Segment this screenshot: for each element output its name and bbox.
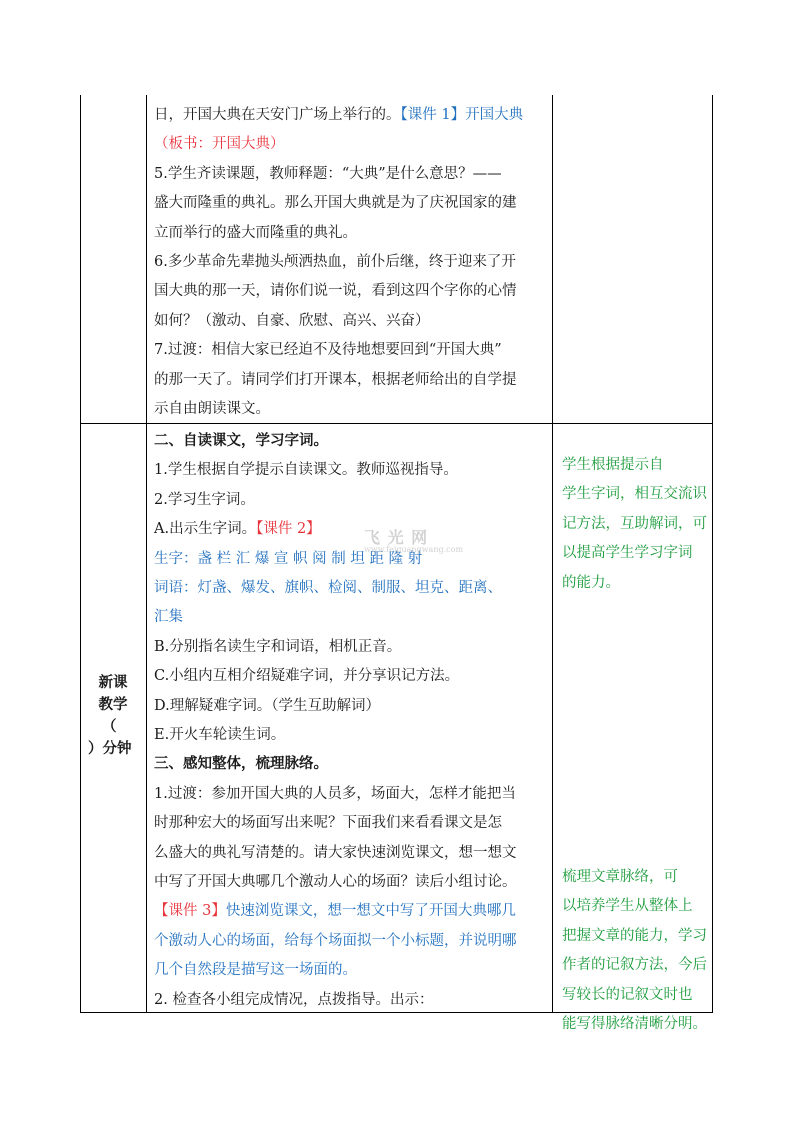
note-vocabulary-line: 学生字词，相互交流识 <box>562 486 707 503</box>
main-content-text: 么盛大的典礼写清楚的。请大家快速浏览课文，想一想文 <box>154 844 517 861</box>
main-content-line <box>154 784 516 804</box>
main-content-cell <box>152 424 552 1012</box>
top-content-line <box>154 134 285 154</box>
note-vocabulary-line: 的能力。 <box>562 574 620 591</box>
top-content-text: 盛大而隆重的典礼。那么开国大典就是为了庆祝国家的建 <box>154 195 517 212</box>
top-content-text: 立而举行的盛大而隆重的典礼。 <box>154 224 357 241</box>
main-content-text: D.理解疑难字词。（学生互助解词） <box>154 697 380 714</box>
main-content-text: 三、感知整体，梳理脉络。 <box>154 755 328 773</box>
lesson-plan-table <box>80 95 713 1032</box>
note-structure-line: 把握文章的能力，学习 <box>562 927 707 944</box>
main-content-text: 中写了开国大典哪几个激动人心的场面？读后小组讨论。 <box>154 874 517 890</box>
main-content-text: A.出示生字词。 <box>154 521 257 538</box>
section-label-line4: ）分钟 <box>88 740 132 757</box>
top-content-text: （板书：开国大典） <box>154 136 285 153</box>
main-content-text: 汇集 <box>154 609 183 626</box>
main-content-line <box>154 431 328 451</box>
main-content-line <box>154 637 401 657</box>
main-content-line <box>154 460 458 480</box>
watermark-url: www.feiguangwang.com <box>364 545 464 554</box>
top-content-line <box>154 370 517 390</box>
top-content-text: 5.学生齐读课题，教师释题：“大典”是什么意思？—— <box>154 165 502 182</box>
section-label-line3: （ <box>102 718 117 735</box>
main-content-text: 二、自读课文，学习字词。 <box>154 432 328 449</box>
note-vocabulary-line: 学生根据提示自 <box>562 457 664 473</box>
main-content-line <box>154 843 517 863</box>
top-content-line <box>154 164 502 184</box>
main-content-text: 生字：盏 栏 汇 爆 宣 帜 阅 制 坦 距 隆 射 <box>154 550 423 567</box>
column-divider-1 <box>146 95 147 1013</box>
main-content-line <box>154 666 459 686</box>
main-content-text: 1.过渡：参加开国大典的人员多，场面大，怎样才能把当 <box>154 785 516 802</box>
main-content-line <box>154 813 502 833</box>
top-content-text: 国大典的那一天，请你们说一说，看到这四个字你的心情 <box>154 283 517 300</box>
main-content-text: 几个自然段是描写这一场面的。 <box>154 962 357 979</box>
main-content-line <box>154 490 255 510</box>
top-content-text: 【课件 1】开国大典 <box>400 107 524 123</box>
main-content-line <box>154 872 517 892</box>
main-content-text: B.分别指名读生字和词语，相机正音。 <box>154 638 402 655</box>
top-content-line <box>154 311 430 331</box>
teaching-notes-cell <box>558 424 712 1032</box>
top-content-cell <box>152 95 552 423</box>
main-content-line <box>154 901 516 921</box>
main-content-line <box>154 607 183 627</box>
table-border-bottom <box>80 1012 713 1013</box>
section-label-line2: 教学 <box>98 696 128 713</box>
top-content-text: 日，开国大典在天安门广场上举行的。 <box>154 107 401 123</box>
main-content-line <box>154 519 321 539</box>
main-content-line <box>154 578 502 598</box>
section-label-cell <box>80 424 146 1012</box>
main-content-text: C.小组内互相介绍疑难字词，并分享识记方法。 <box>154 668 460 685</box>
note-structure-line: 作者的记叙方法，今后 <box>562 957 707 974</box>
main-content-text: 【课件 3】 <box>154 903 226 920</box>
main-content-line <box>154 990 433 1010</box>
table-border-right <box>712 95 713 1013</box>
note-vocabulary-line: 记方法，互助解词，可 <box>562 515 707 532</box>
note-vocabulary-line: 以提高学生学习字词 <box>562 545 693 562</box>
main-content-line <box>154 931 517 951</box>
main-content-text: 2. 检查各小组完成情况，点拨指导。出示： <box>154 991 434 1008</box>
main-content-text: 2.学习生字词。 <box>154 491 255 508</box>
top-content-text: 的那一天了。请同学们打开课本，根据老师给出的自学提 <box>154 371 517 388</box>
section-label-line1: 新课 <box>98 674 128 691</box>
main-content-text: 1.学生根据自学提示自读课文。教师巡视指导。 <box>154 462 458 479</box>
top-content-line <box>154 193 517 213</box>
note-structure-line: 能写得脉络清晰分明。 <box>562 1016 707 1032</box>
main-content-line <box>154 725 285 745</box>
main-content-text: 词语：灯盏、爆发、旗帜、检阅、制服、坦克、距离、 <box>154 580 502 596</box>
top-content-text: 如何？（激动、自豪、欣慰、高兴、兴奋） <box>154 312 430 329</box>
main-content-line <box>154 754 328 774</box>
note-structure-line: 以培养学生从整体上 <box>562 898 693 915</box>
top-content-line <box>154 223 357 243</box>
note-structure-line: 梳理文章脉络，可 <box>562 869 678 885</box>
top-content-line <box>154 281 517 301</box>
note-structure-line: 写较长的记叙文时也 <box>562 986 693 1003</box>
top-content-text: 6.多少革命先辈抛头颅洒热血，前仆后继，终于迎来了开 <box>154 254 516 270</box>
main-content-text: 时那种宏大的场面写出来呢？下面我们来看看课文是怎 <box>154 815 502 832</box>
top-content-line <box>154 340 502 360</box>
column-divider-2 <box>552 95 553 1013</box>
top-content-line <box>154 399 270 419</box>
watermark-logo-text: 飞 光 网 <box>364 528 429 547</box>
top-content-line <box>154 252 516 272</box>
main-content-text: 个激动人心的场面，给每个场面拟一个小标题，并说明哪 <box>154 932 517 949</box>
top-content-text: 示自由朗读课文。 <box>154 401 270 417</box>
main-content-text: E.开火车轮读生词。 <box>154 727 286 743</box>
main-content-line <box>154 696 380 716</box>
watermark <box>364 525 463 554</box>
main-content-text: 【课件 2】 <box>256 521 321 538</box>
main-content-text: 快速浏览课文，想一想文中写了开国大典哪几 <box>225 903 516 920</box>
top-content-line <box>154 105 523 125</box>
main-content-line <box>154 960 357 980</box>
top-content-text: 7.过渡：相信大家已经迫不及待地想要回到“开国大典” <box>154 342 502 359</box>
